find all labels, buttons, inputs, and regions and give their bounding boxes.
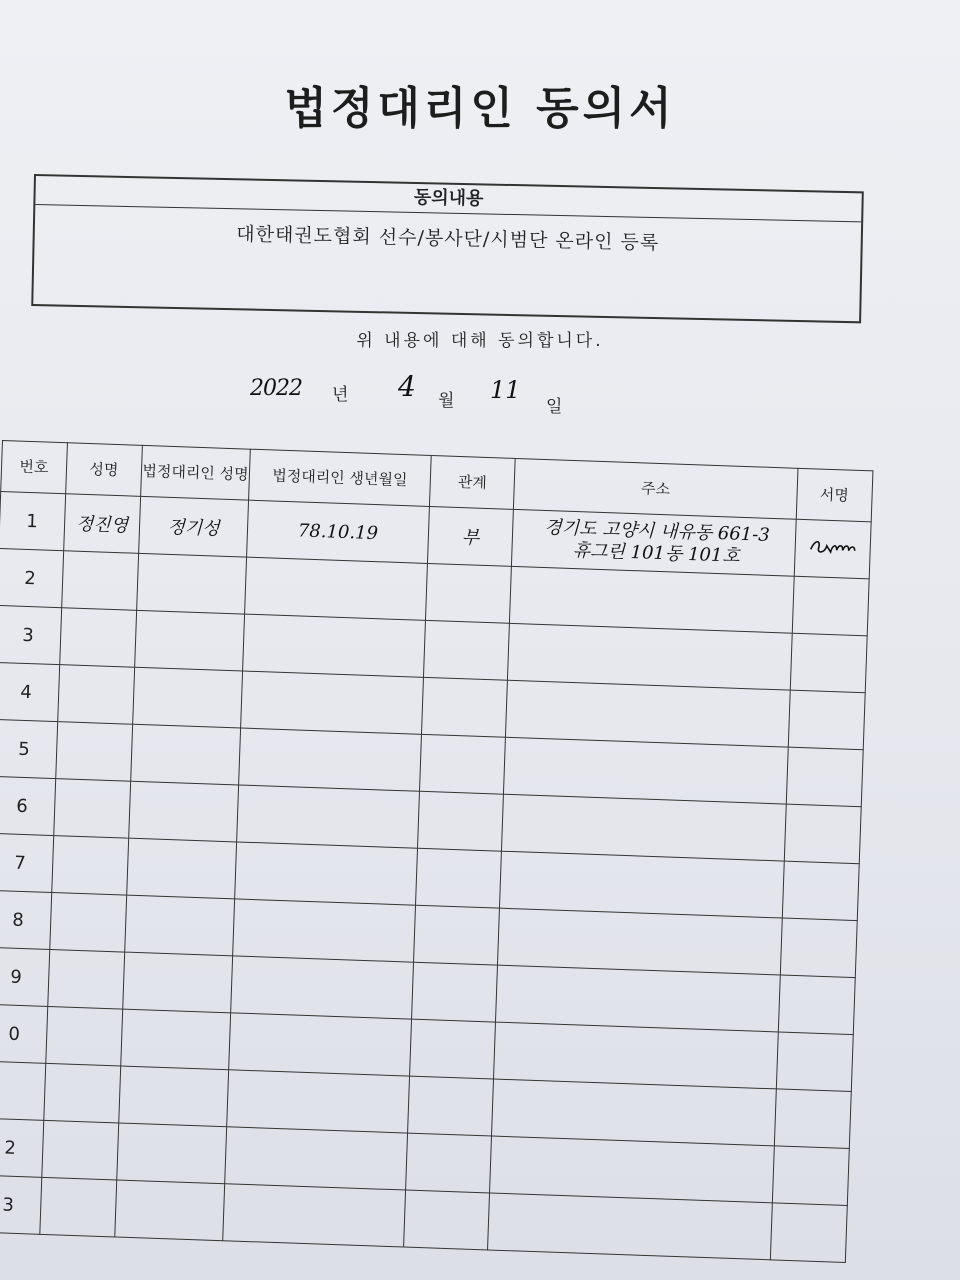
signature-mark: [806, 535, 859, 559]
header-no: 번호: [1, 441, 67, 494]
date-year-unit: 년: [332, 385, 349, 405]
cell-no: 8: [0, 890, 51, 949]
roster-table: [0, 440, 873, 1263]
header-relation: 관계: [429, 455, 515, 509]
cell-no: 6: [0, 776, 55, 835]
consent-body: 대한태권도협회 선수/봉사단/시범단 온라인 등록: [236, 223, 660, 255]
cell-no: 2: [0, 548, 63, 607]
address-line-2: 휴그린 101동 101호: [572, 539, 741, 567]
cell-rep-name: 정기성: [139, 496, 249, 557]
cell-rep-dob: 78.10.19: [246, 500, 429, 563]
date-year: 2022: [250, 376, 302, 401]
cell-signature: [794, 519, 871, 579]
header-name: 성명: [65, 443, 142, 497]
header-rep-dob: 법정대리인 생년월일: [248, 449, 431, 506]
document-title: 법정대리인 동의서: [284, 83, 676, 134]
cell-no: 9: [0, 947, 49, 1006]
cell-name: 정진영: [63, 494, 140, 554]
agreement-text: 위 내용에 대해 동의합니다.: [356, 331, 604, 351]
date-day: 11: [490, 376, 521, 404]
cell-no: 3: [0, 1175, 41, 1234]
cell-no: 5: [0, 719, 57, 778]
date-day-unit: 일: [546, 397, 563, 417]
consent-header: 동의내용: [35, 176, 861, 222]
date-line: [250, 370, 670, 417]
date-month-unit: 월: [438, 391, 455, 411]
cell-no: 2: [0, 1118, 43, 1177]
address-line-1: 경기도 고양시 내유동 661-3: [543, 516, 771, 546]
header-address: 주소: [513, 458, 797, 519]
consent-box: [31, 174, 864, 323]
header-signature: 서명: [796, 468, 873, 522]
cell-no: 0: [0, 1004, 47, 1063]
cell-address: [511, 509, 795, 576]
cell-no: 3: [0, 605, 61, 664]
cell-no: [0, 1061, 45, 1120]
cell-relation: 부: [427, 506, 513, 566]
roster-table-wrap: [0, 440, 873, 1263]
cell-no: 1: [0, 491, 65, 550]
header-rep-name: 법정대리인 성명: [141, 445, 251, 500]
cell-no: 4: [0, 662, 59, 721]
cell-no: 7: [0, 833, 53, 892]
date-month: 4: [398, 370, 416, 403]
